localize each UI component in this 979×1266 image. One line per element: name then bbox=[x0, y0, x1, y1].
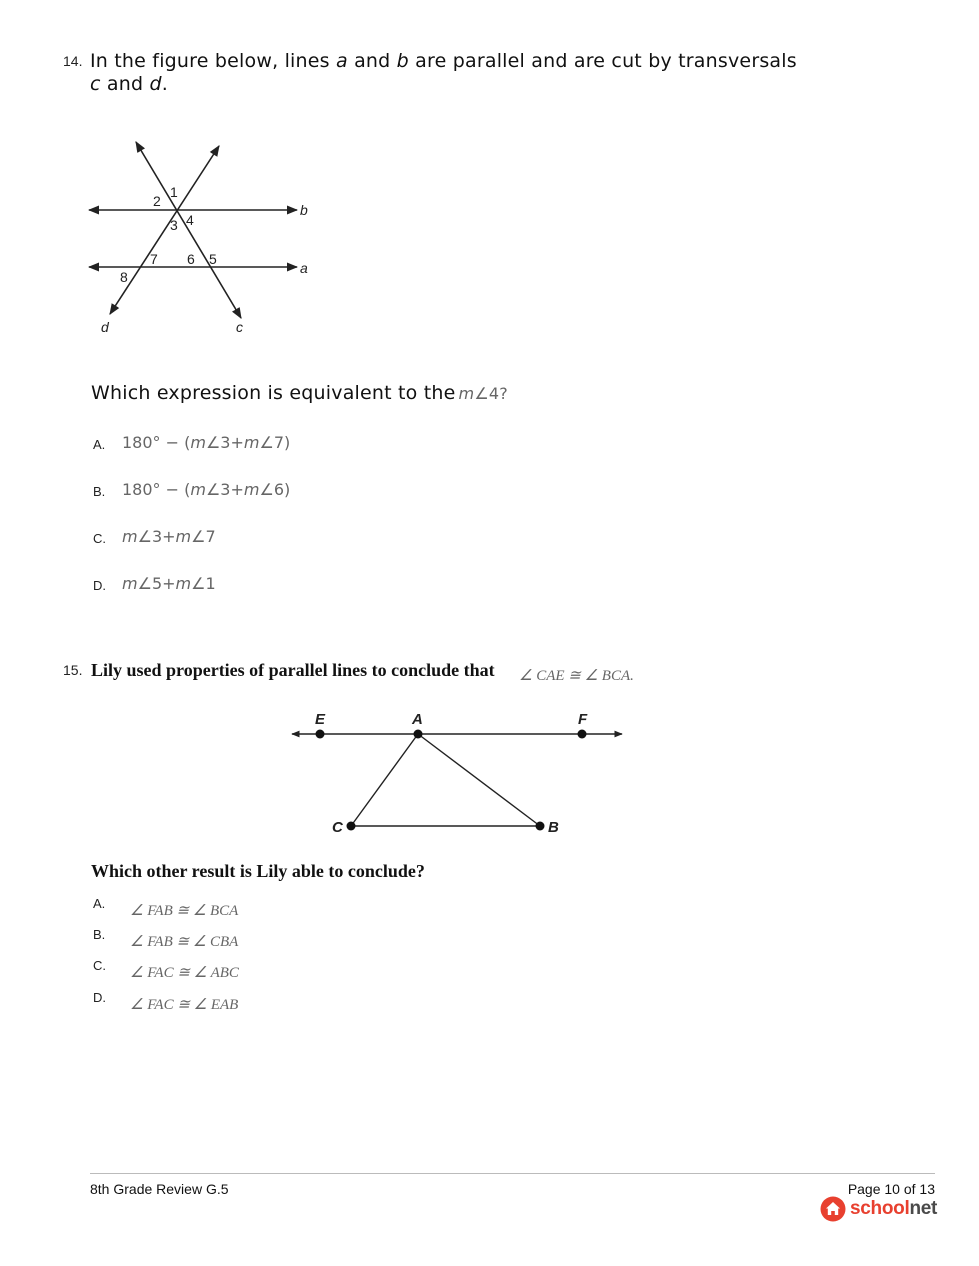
option-b-text[interactable]: 180° − (m∠3+m∠6) bbox=[122, 480, 291, 499]
line-d bbox=[110, 146, 219, 314]
angle-label-1: 1 bbox=[170, 184, 178, 200]
option-b-letter: B. bbox=[93, 927, 106, 942]
point-a bbox=[414, 730, 423, 739]
question-stem-expression: ∠ CAE ≅ ∠ BCA. bbox=[519, 668, 634, 684]
point-label-b: B bbox=[548, 819, 559, 836]
line-label-b: b bbox=[300, 202, 308, 218]
angle-label-5: 5 bbox=[209, 251, 217, 267]
question-prompt: Which other result is Lily able to conclude? bbox=[91, 861, 425, 881]
option-d-text[interactable]: ∠ FAC ≅ ∠ EAB bbox=[130, 997, 239, 1013]
option-a-letter: A. bbox=[93, 437, 106, 452]
point-label-f: F bbox=[578, 711, 588, 728]
line-label-d: d bbox=[101, 319, 109, 335]
option-a-text[interactable]: 180° − (m∠3+m∠7) bbox=[122, 433, 291, 452]
segment-ac bbox=[351, 734, 418, 826]
footer-divider bbox=[90, 1173, 935, 1174]
question-prompt: Which expression is equivalent to the m∠4? bbox=[91, 382, 508, 404]
footer-title: 8th Grade Review G.5 bbox=[90, 1181, 229, 1197]
schoolnet-logo bbox=[820, 1196, 937, 1222]
option-d-letter: D. bbox=[93, 578, 106, 593]
page-number: Page 10 of 13 bbox=[847, 1181, 935, 1197]
option-b-text[interactable]: ∠ FAB ≅ ∠ CBA bbox=[130, 934, 239, 950]
point-label-a: A bbox=[412, 711, 423, 728]
option-a-text[interactable]: ∠ FAB ≅ ∠ BCA bbox=[130, 903, 239, 919]
option-c-text[interactable]: m∠3+m∠7 bbox=[122, 527, 216, 546]
angle-label-6: 6 bbox=[187, 251, 195, 267]
parallel-lines-figure bbox=[80, 130, 330, 340]
option-c-letter: C. bbox=[93, 958, 106, 973]
angle-label-2: 2 bbox=[153, 193, 161, 209]
house-icon bbox=[820, 1196, 846, 1222]
point-f bbox=[578, 730, 587, 739]
point-c bbox=[347, 822, 356, 831]
angle-label-8: 8 bbox=[120, 269, 128, 285]
option-c-text[interactable]: ∠ FAC ≅ ∠ ABC bbox=[130, 965, 239, 981]
point-b bbox=[536, 822, 545, 831]
line-label-c: c bbox=[236, 319, 243, 335]
question-stem: Lily used properties of parallel lines to conclude that bbox=[91, 660, 495, 680]
question-stem: In the figure below, lines a and b are parallel and are cut by transversals c and d. bbox=[90, 50, 797, 95]
question-number: 14. bbox=[63, 53, 83, 69]
brand-name-part1: school bbox=[850, 1198, 910, 1219]
point-e bbox=[316, 730, 325, 739]
option-a-letter: A. bbox=[93, 896, 106, 911]
angle-label-7: 7 bbox=[150, 251, 158, 267]
segment-ab bbox=[418, 734, 540, 826]
question-number: 15. bbox=[63, 662, 83, 678]
point-label-c: C bbox=[332, 819, 343, 836]
line-c bbox=[136, 142, 241, 318]
option-b-letter: B. bbox=[93, 484, 106, 499]
option-c-letter: C. bbox=[93, 531, 106, 546]
triangle-figure bbox=[285, 705, 630, 840]
line-label-a: a bbox=[300, 260, 308, 276]
angle-label-3: 3 bbox=[170, 217, 178, 233]
option-d-letter: D. bbox=[93, 990, 106, 1005]
point-label-e: E bbox=[315, 711, 326, 728]
option-d-text[interactable]: m∠5+m∠1 bbox=[122, 574, 216, 593]
angle-label-4: 4 bbox=[186, 212, 194, 228]
brand-name-part2: net bbox=[909, 1198, 938, 1219]
